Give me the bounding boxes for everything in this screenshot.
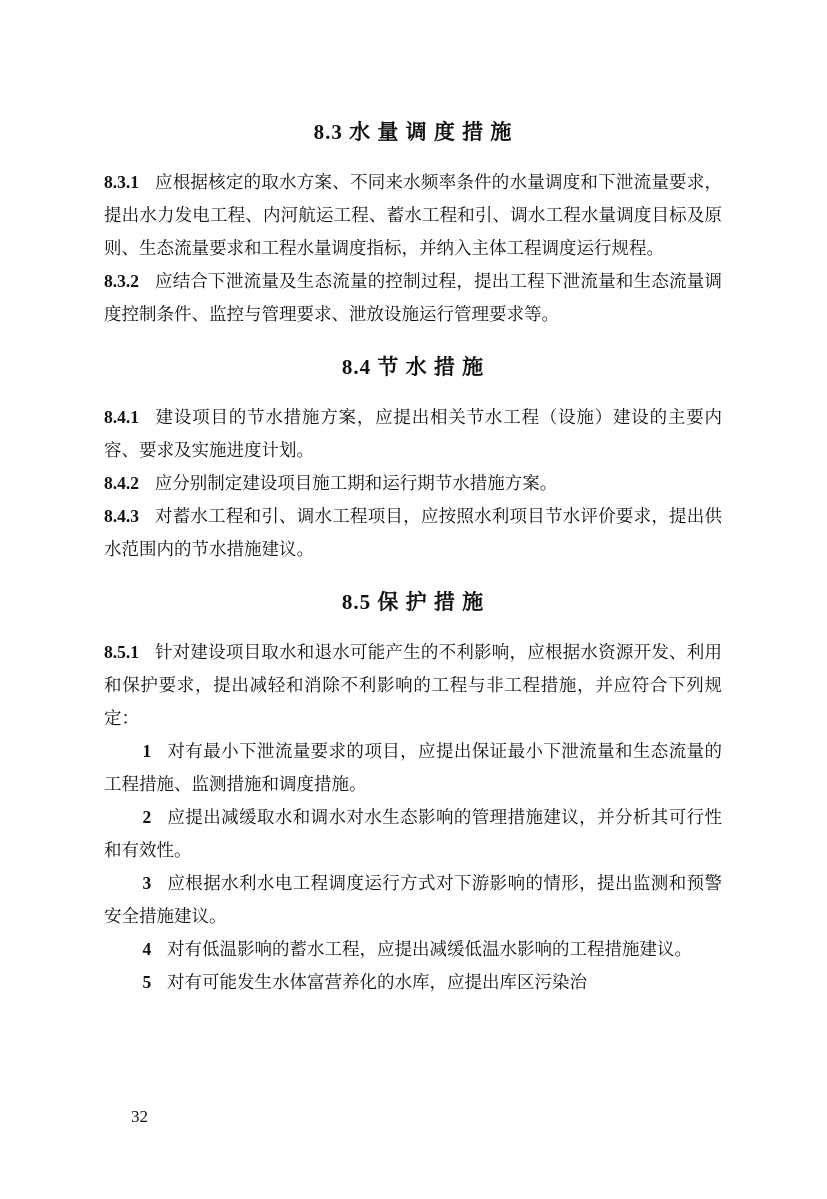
clause-label: 8.4.3 xyxy=(104,506,139,526)
section-8-3 xyxy=(104,118,722,331)
clause-label: 8.5.1 xyxy=(104,642,139,662)
clause-label: 8.4.1 xyxy=(104,407,139,427)
clause-text: 应根据核定的取水方案、不同来水频率条件的水量调度和下泄流量要求，提出水力发电工程、内河航运工程、蓄水工程和引、调水工程水量调度目标及原则、生态流量要求和工程水量调度指标，并纳入主体工程调度运行规程。 xyxy=(104,172,722,258)
clause-text: 对蓄水工程和引、调水工程项目，应按照水利项目节水评价要求，提出供水范围内的节水措施建议。 xyxy=(104,506,722,559)
section-heading: 8.4 节 水 措 施 xyxy=(341,355,485,379)
clause-text: 对有最小下泄流量要求的项目，应提出保证最小下泄流量和生态流量的工程措施、监测措施和调度措施。 xyxy=(104,741,722,794)
subclause-number: 2 xyxy=(142,807,152,827)
clause-label: 8.3.1 xyxy=(104,172,139,192)
subclause-5 xyxy=(104,966,722,999)
subclause-4 xyxy=(104,933,722,966)
clause-text: 对有可能发生水体富营养化的水库，应提出库区污染治 xyxy=(167,972,587,992)
section-heading: 8.5 保 护 措 施 xyxy=(341,590,485,614)
subclause-number: 5 xyxy=(142,972,152,992)
section-8-5 xyxy=(104,566,722,999)
clause-8-3-1 xyxy=(104,166,722,265)
subclause-1 xyxy=(104,735,722,801)
clause-text: 应分别制定建设项目施工期和运行期节水措施方案。 xyxy=(154,473,558,493)
subclause-number: 3 xyxy=(142,873,152,893)
page-content xyxy=(104,118,722,999)
clause-text: 针对建设项目取水和退水可能产生的不利影响，应根据水资源开发、利用和保护要求，提出减轻和消除不利影响的工程与非工程措施，并应符合下列规定： xyxy=(104,642,722,728)
clause-text: 应根据水利水电工程调度运行方式对下游影响的情形，提出监测和预警安全措施建议。 xyxy=(104,873,722,926)
clause-text: 对有低温影响的蓄水工程，应提出减缓低温水影响的工程措施建议。 xyxy=(167,939,692,959)
clause-label: 8.4.2 xyxy=(104,473,139,493)
clause-8-3-2 xyxy=(104,265,722,331)
subclause-number: 4 xyxy=(142,939,152,959)
page-number: 32 xyxy=(131,1107,148,1126)
section-heading: 8.3 水 量 调 度 措 施 xyxy=(313,120,513,144)
clause-label: 8.3.2 xyxy=(104,271,139,291)
clause-text: 应提出减缓取水和调水对水生态影响的管理措施建议，并分析其可行性和有效性。 xyxy=(104,807,722,860)
clause-8-4-2 xyxy=(104,467,722,500)
clause-8-4-3 xyxy=(104,500,722,566)
section-8-4 xyxy=(104,331,722,566)
clause-text: 建设项目的节水措施方案，应提出相关节水工程（设施）建设的主要内容、要求及实施进度计划。 xyxy=(104,407,722,460)
clause-8-5-1 xyxy=(104,636,722,735)
subclause-2 xyxy=(104,801,722,867)
subclause-3 xyxy=(104,867,722,933)
clause-8-4-1 xyxy=(104,401,722,467)
subclause-number: 1 xyxy=(142,741,152,761)
clause-text: 应结合下泄流量及生态流量的控制过程，提出工程下泄流量和生态流量调度控制条件、监控与管理要求、泄放设施运行管理要求等。 xyxy=(104,271,722,324)
